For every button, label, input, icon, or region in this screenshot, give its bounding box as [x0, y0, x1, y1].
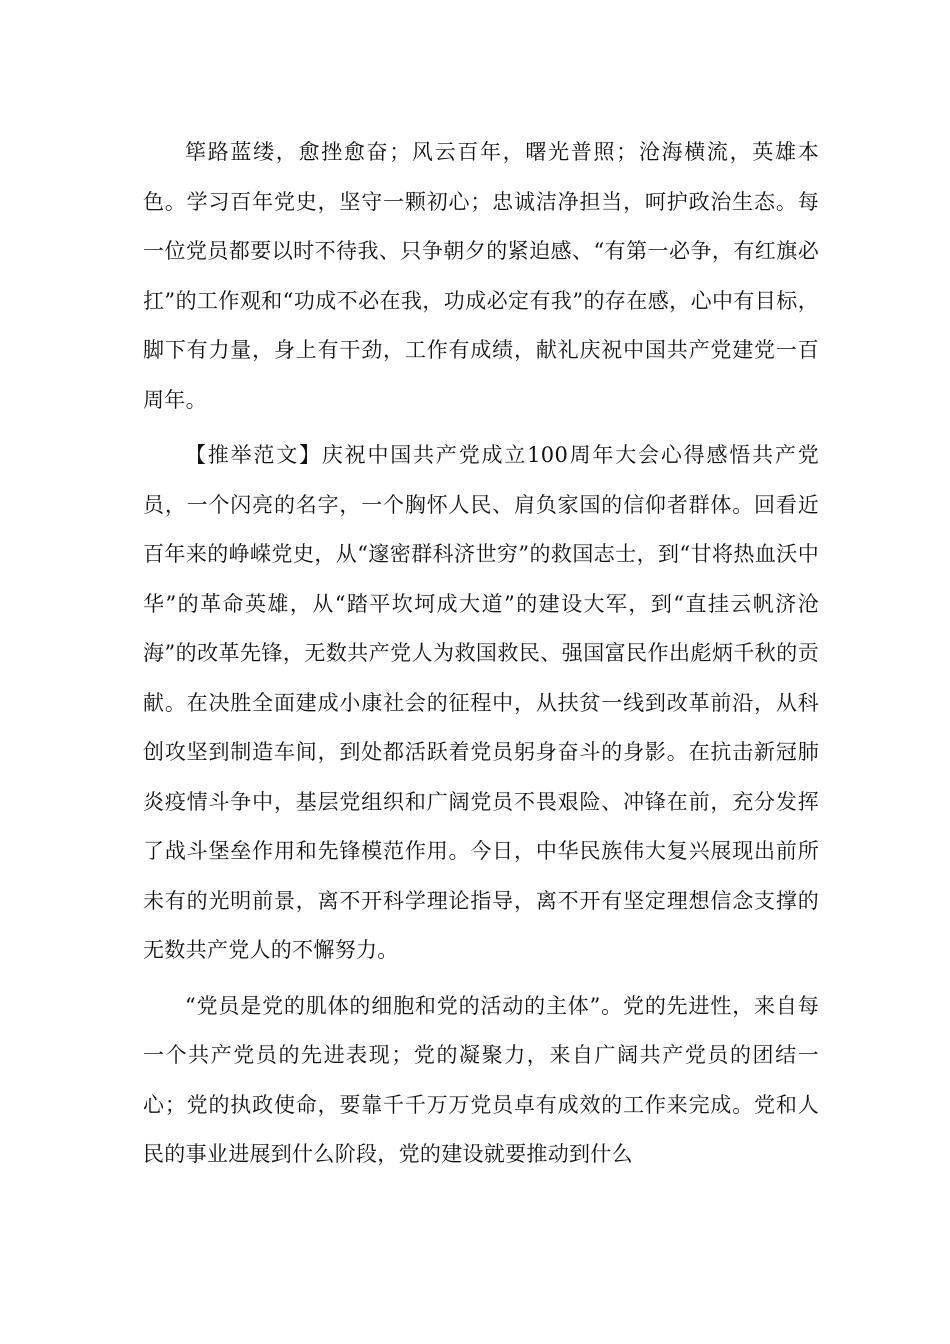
paragraph-3: “党员是党的肌体的细胞和党的活动的主体”。党的先进性，来自每一个共产党员的先进表现；党的凝聚力，来自广阔共产党员的团结一心；党的执政使命，要靠千千万万党员卓有成效的工作来完成。党和人民的事业进展到什么阶段，党的建设就要推动到什么: [143, 993, 819, 1166]
paragraph-2: 【推举范文】庆祝中国共产党成立100周年大会心得感悟共产党员，一个闪亮的名字，一个胸怀人民、肩负家国的信仰者群体。回看近百年来的峥嵘党史，从“邃密群科济世穷”的救国志士，到“甘将热血沃中华”的革命英雄，从“踏平坎坷成大道”的建设大军，到“直挂云帆济沧海”的改革先锋，无数共产党人为救国救民、强国富民作出彪炳千秋的贡献。在决胜全面建成小康社会的征程中，从扶贫一线到改革前沿，从科创攻坚到制造车间，到处都活跃着党员躬身奋斗的身影。在抗击新冠肺炎疫情斗争中，基层党组织和广阔党员不畏艰险、冲锋在前，充分发挥了战斗堡垒作用和先锋模范作用。今日，中华民族伟大复兴展现出前所未有的光明前景，离不开科学理论指导，离不开有坚定理想信念支撑的无数共产党人的不懈努力。: [143, 443, 819, 962]
document-body: [143, 128, 819, 1180]
paragraph-1: 筚路蓝缕，愈挫愈奋；风云百年，曙光普照；沧海横流，英雄本色。学习百年党史，坚守一颗初心；忠诚洁净担当，呵护政治生态。每一位党员都要以时不待我、只争朝夕的紧迫感、“有第一必争，有红旗必扛”的工作观和“功成不必在我，功成必定有我”的存在感，心中有目标，脚下有力量，身上有干劲，工作有成绩，献礼庆祝中国共产党建党一百周年。: [143, 140, 819, 412]
